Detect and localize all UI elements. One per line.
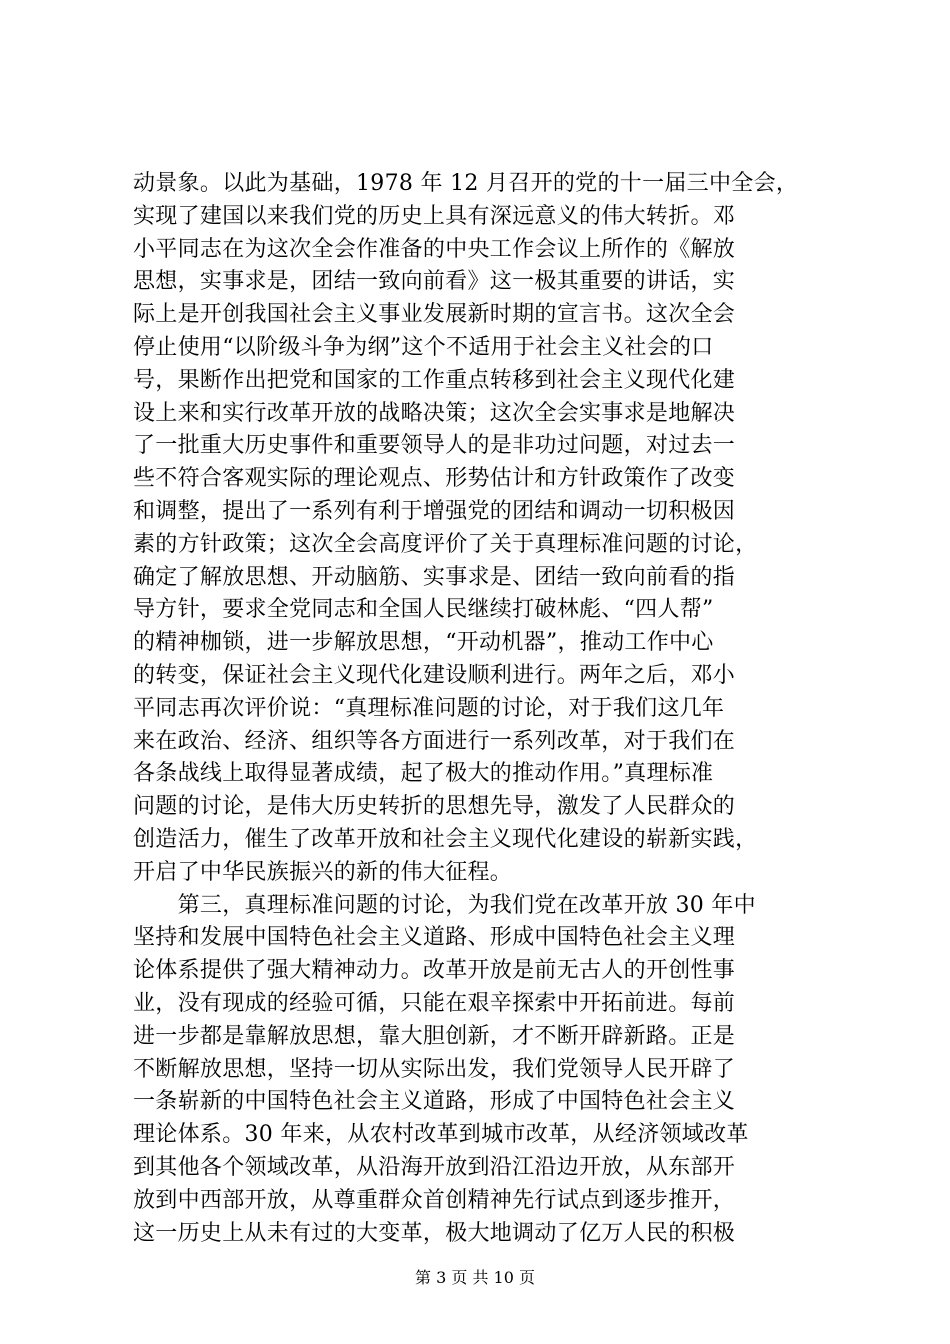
text-line: 素的方针政策；这次全会高度评价了关于真理标准问题的讨论， bbox=[133, 531, 758, 557]
text-line: 和调整，提出了一系列有利于增强党的团结和调动一切积极因 bbox=[133, 498, 736, 524]
text-line: 实现了建国以来我们党的历史上具有深远意义的伟大转折。邓 bbox=[133, 203, 736, 229]
text-line: 设上来和实行改革开放的战略决策；这次全会实事求是地解决 bbox=[133, 400, 736, 426]
text-line: 停止使用“以阶级斗争为纲”这个不适用于社会主义社会的口 bbox=[133, 334, 714, 360]
text-line: 放到中西部开放，从尊重群众首创精神先行试点到逐步推开， bbox=[133, 1187, 736, 1213]
text-line: 各条战线上取得显著成绩，起了极大的推动作用。”真理标准 bbox=[133, 761, 714, 787]
text-line: 论体系提供了强大精神动力。改革开放是前无古人的开创性事 bbox=[133, 958, 736, 984]
text-line: 动景象。以此为基础，1978 年 12 月召开的党的十一届三中全会， bbox=[133, 171, 799, 196]
text-line: 小平同志在为这次全会作准备的中央工作会议上所作的《解放 bbox=[133, 236, 736, 262]
text-line: 的精神枷锁，进一步解放思想，“开动机器”，推动工作中心 bbox=[133, 630, 714, 656]
text-line: 创造活力，催生了改革开放和社会主义现代化建设的崭新实践， bbox=[133, 826, 758, 852]
text-line: 坚持和发展中国特色社会主义道路、形成中国特色社会主义理 bbox=[133, 925, 736, 951]
text-line: 理论体系。30 年来，从农村改革到城市改革，从经济领域改革 bbox=[133, 1122, 749, 1148]
text-line: 平同志再次评价说：“真理标准问题的讨论，对于我们这几年 bbox=[133, 695, 725, 721]
text-line: 一条崭新的中国特色社会主义道路，形成了中国特色社会主义 bbox=[133, 1089, 736, 1115]
text-line: 号，果断作出把党和国家的工作重点转移到社会主义现代化建 bbox=[133, 367, 736, 393]
text-line: 问题的讨论，是伟大历史转折的思想先导，激发了人民群众的 bbox=[133, 794, 736, 820]
text-line: 导方针，要求全党同志和全国人民继续打破林彪、“四人帮” bbox=[133, 597, 714, 623]
text-line: 开启了中华民族振兴的新的伟大征程。 bbox=[133, 859, 513, 885]
text-line: 来在政治、经济、组织等各方面进行一系列改革，对于我们在 bbox=[133, 728, 736, 754]
text-line: 确定了解放思想、开动脑筋、实事求是、团结一致向前看的指 bbox=[133, 564, 736, 590]
page-number-footer: 第 3 页 共 10 页 bbox=[415, 1268, 535, 1287]
text-line: 业，没有现成的经验可循，只能在艰辛探索中开拓前进。每前 bbox=[133, 990, 736, 1016]
paragraph-1 bbox=[133, 168, 833, 890]
text-line: 的转变，保证社会主义现代化建设顺利进行。两年之后，邓小 bbox=[133, 662, 736, 688]
text-line: 第三，真理标准问题的讨论，为我们党在改革开放 30 年中 bbox=[133, 892, 756, 918]
text-line: 这一历史上从未有过的大变革，极大地调动了亿万人民的积极 bbox=[133, 1220, 736, 1246]
text-line: 些不符合客观实际的理论观点、形势估计和方针政策作了改变 bbox=[133, 466, 736, 492]
text-line: 到其他各个领域改革，从沿海开放到沿江沿边开放，从东部开 bbox=[133, 1154, 736, 1180]
text-line: 际上是开创我国社会主义事业发展新时期的宣言书。这次全会 bbox=[133, 302, 736, 328]
text-line: 不断解放思想，坚持一切从实际出发，我们党领导人民开辟了 bbox=[133, 1056, 736, 1082]
text-line: 了一批重大历史事件和重要领导人的是非功过问题，对过去一 bbox=[133, 433, 736, 459]
paragraph-2 bbox=[133, 890, 833, 1251]
document-body bbox=[133, 168, 833, 1250]
text-line: 思想，实事求是，团结一致向前看》这一极其重要的讲话，实 bbox=[133, 269, 736, 295]
text-line: 进一步都是靠解放思想，靠大胆创新，才不断开辟新路。正是 bbox=[133, 1023, 736, 1049]
